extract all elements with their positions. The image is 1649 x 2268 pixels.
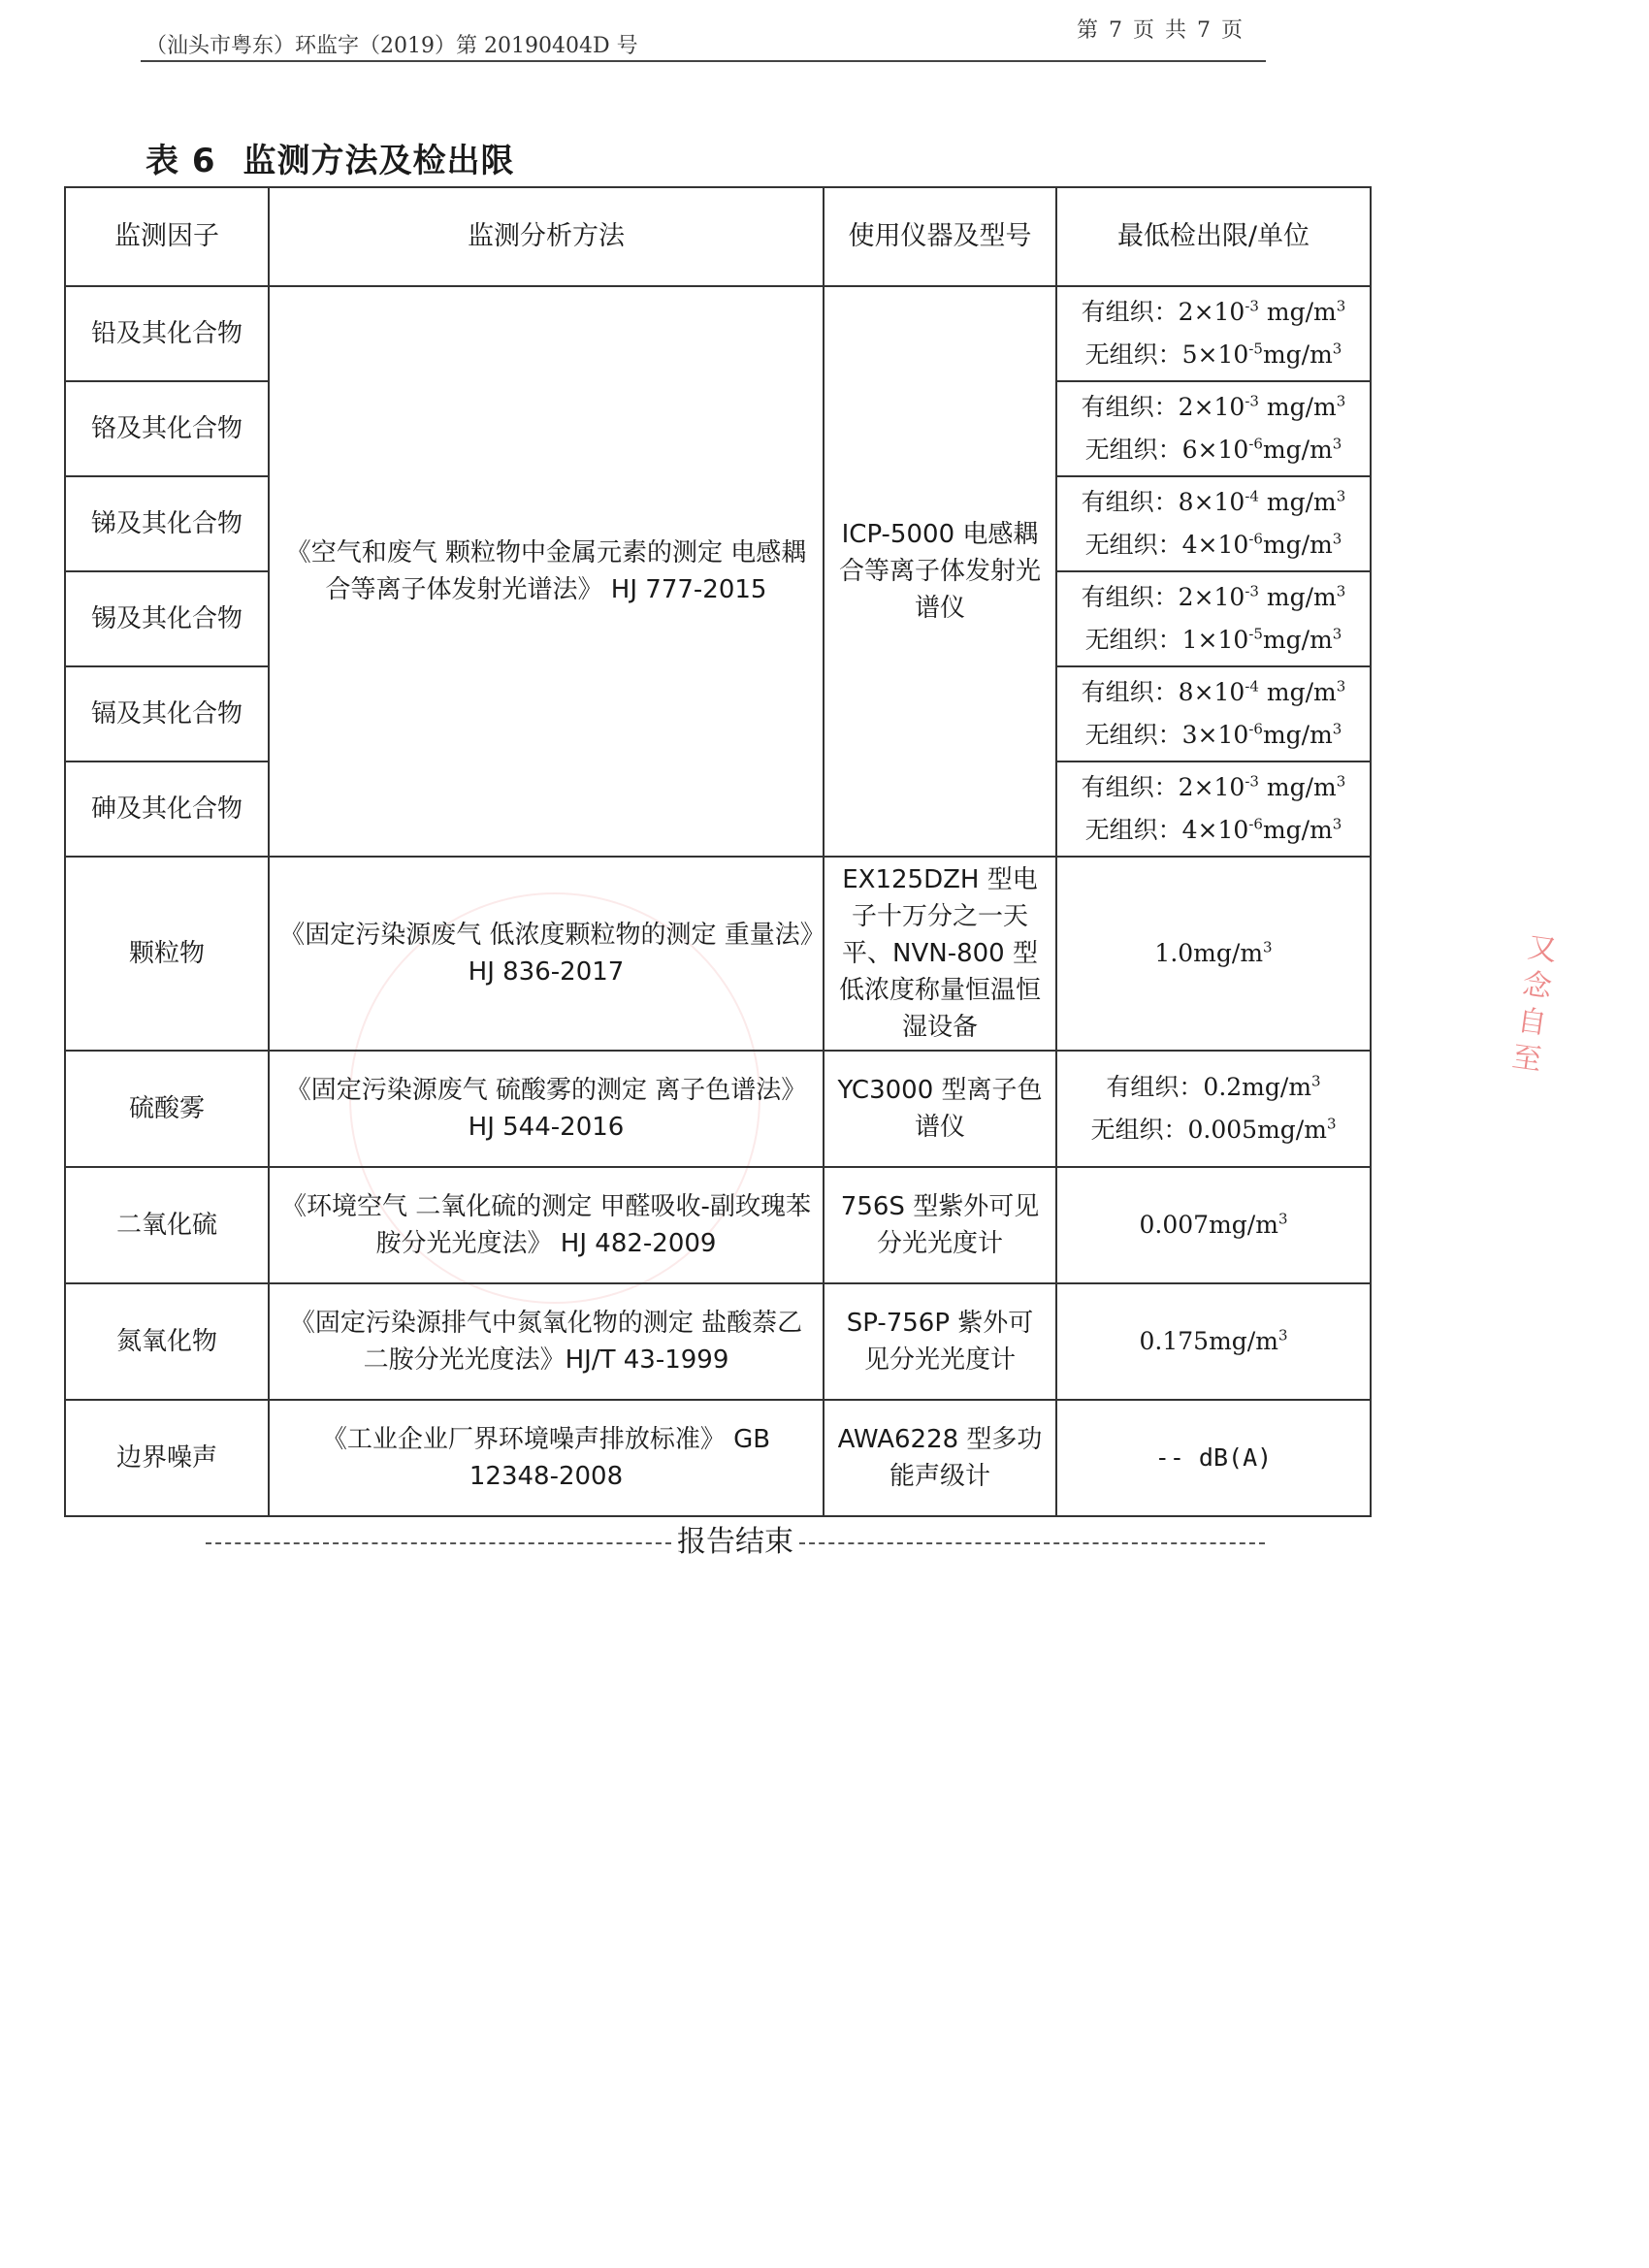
limit-organized: 有组织：$0.2mg/m^3$ <box>1106 1072 1321 1101</box>
method-cell: 《空气和废气 颗粒物中金属元素的测定 电感耦合等离子体发射光谱法》 HJ 777-2015 <box>269 286 824 857</box>
limit-cell: $1.0mg/m^3$ <box>1056 857 1371 1051</box>
limit-organized: 有组织：$8\times 10^{-4}$ $mg/m^3$ <box>1081 487 1346 516</box>
instrument-cell: AWA6228 型多功能声级计 <box>824 1400 1056 1516</box>
method-cell: 《固定污染源废气 硫酸雾的测定 离子色谱法》HJ 544-2016 <box>269 1051 824 1167</box>
limit-unorganized: 无组织：$1\times 10^{-5}mg/m^3$ <box>1084 625 1342 654</box>
limit-organized: 有组织：$8\times 10^{-4}$ $mg/m^3$ <box>1081 677 1346 706</box>
instrument-cell: EX125DZH 型电子十万分之一天平、NVN-800 型低浓度称量恒温恒湿设备 <box>824 857 1056 1051</box>
factor-cell: 镉及其化合物 <box>65 666 269 761</box>
limit-organized: 有组织：$2\times 10^{-3}$ $mg/m^3$ <box>1081 772 1346 801</box>
factor-cell: 边界噪声 <box>65 1400 269 1516</box>
column-header: 使用仪器及型号 <box>824 187 1056 286</box>
table-title-text: 监测方法及检出限 <box>242 142 515 180</box>
factor-cell: 氮氧化物 <box>65 1283 269 1400</box>
table-title <box>146 134 515 181</box>
limit-cell <box>1056 571 1371 666</box>
column-header: 监测因子 <box>65 187 269 286</box>
limit-cell: -- dB(A) <box>1056 1400 1371 1516</box>
page-indicator: 第 7 页 共 7 页 <box>1077 18 1245 43</box>
table-row <box>65 1283 1371 1400</box>
table-header-row <box>65 187 1371 286</box>
method-cell: 《工业企业厂界环境噪声排放标准》 GB 12348-2008 <box>269 1400 824 1516</box>
column-header: 监测分析方法 <box>269 187 824 286</box>
factor-cell: 铅及其化合物 <box>65 286 269 381</box>
method-cell: 《固定污染源排气中氮氧化物的测定 盐酸萘乙二胺分光光度法》HJ/T 43-1999 <box>269 1283 824 1400</box>
header-divider <box>141 60 1266 62</box>
dashed-line-left <box>206 1542 671 1544</box>
limit-organized: 有组织：$2\times 10^{-3}$ $mg/m^3$ <box>1081 392 1346 421</box>
limit-unorganized: 无组织：$4\times 10^{-6}mg/m^3$ <box>1084 815 1342 844</box>
table-number: 表 6 <box>146 142 216 180</box>
limit-unorganized: 无组织：$6\times 10^{-6}mg/m^3$ <box>1084 435 1342 464</box>
limit-cell <box>1056 666 1371 761</box>
table-row <box>65 1051 1371 1167</box>
methods-table <box>64 186 1372 1517</box>
instrument-cell: ICP-5000 电感耦合等离子体发射光谱仪 <box>824 286 1056 857</box>
limit-organized: 有组织：$2\times 10^{-3}$ $mg/m^3$ <box>1081 582 1346 611</box>
limit-organized: 有组织：$2\times 10^{-3}$ $mg/m^3$ <box>1081 297 1346 326</box>
table-row <box>65 857 1371 1051</box>
report-end-text: 报告结束 <box>677 1525 793 1559</box>
factor-cell: 硫酸雾 <box>65 1051 269 1167</box>
limit-unorganized: 无组织：$4\times 10^{-6}mg/m^3$ <box>1084 530 1342 559</box>
column-header: 最低检出限/单位 <box>1056 187 1371 286</box>
method-cell: 《环境空气 二氧化硫的测定 甲醛吸收-副玫瑰苯胺分光光度法》 HJ 482-2009 <box>269 1167 824 1283</box>
limit-unorganized: 无组织：$5\times 10^{-5}mg/m^3$ <box>1084 340 1342 369</box>
table-row <box>65 1400 1371 1516</box>
report-number: （汕头市粤东）环监字（2019）第 20190404D 号 <box>146 34 638 58</box>
red-stamp-fragment: 又念自至 <box>1509 930 1560 1079</box>
factor-cell: 铬及其化合物 <box>65 381 269 476</box>
report-end-marker <box>192 1517 1278 1560</box>
limit-cell <box>1056 1051 1371 1167</box>
factor-cell: 锡及其化合物 <box>65 571 269 666</box>
limit-cell <box>1056 381 1371 476</box>
limit-unorganized: 无组织：$3\times 10^{-6}mg/m^3$ <box>1084 720 1342 749</box>
limit-cell <box>1056 761 1371 857</box>
factor-cell: 颗粒物 <box>65 857 269 1051</box>
method-cell: 《固定污染源废气 低浓度颗粒物的测定 重量法》HJ 836-2017 <box>269 857 824 1051</box>
factor-cell: 锑及其化合物 <box>65 476 269 571</box>
table-row <box>65 286 1371 381</box>
instrument-cell: YC3000 型离子色谱仪 <box>824 1051 1056 1167</box>
table-row <box>65 1167 1371 1283</box>
limit-cell <box>1056 286 1371 381</box>
limit-unorganized: 无组织：$0.005mg/m^3$ <box>1090 1115 1337 1144</box>
factor-cell: 砷及其化合物 <box>65 761 269 857</box>
limit-cell <box>1056 476 1371 571</box>
limit-cell: $0.007mg/m^3$ <box>1056 1167 1371 1283</box>
instrument-cell: 756S 型紫外可见分光光度计 <box>824 1167 1056 1283</box>
dashed-line-right <box>799 1542 1265 1544</box>
instrument-cell: SP-756P 紫外可见分光光度计 <box>824 1283 1056 1400</box>
factor-cell: 二氧化硫 <box>65 1167 269 1283</box>
limit-cell: $0.175mg/m^3$ <box>1056 1283 1371 1400</box>
